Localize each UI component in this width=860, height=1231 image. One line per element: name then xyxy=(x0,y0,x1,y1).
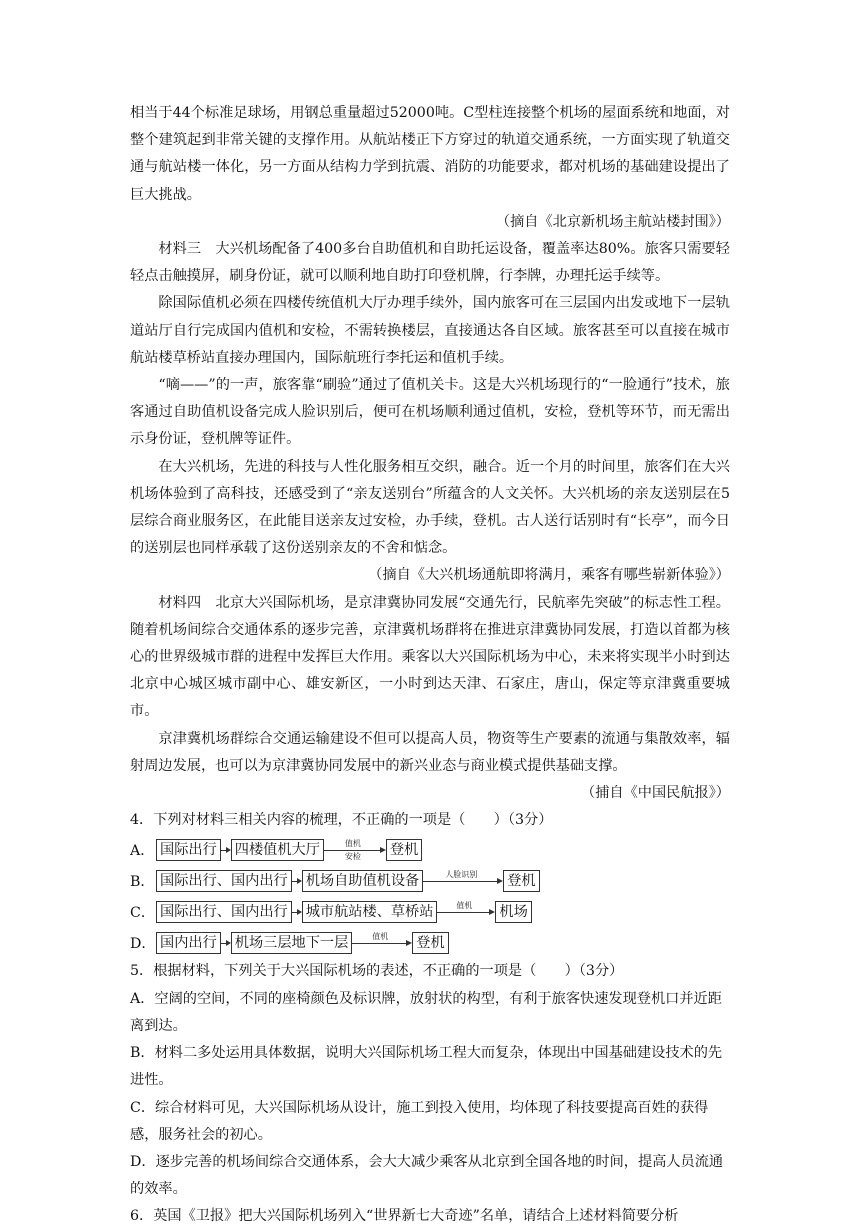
flow-box-end: 登机 xyxy=(412,932,448,954)
q5-option-a: A．空阔的空间，不同的座椅颜色及标识牌，放射状的构型，有利于旅客快速发现登机口并近距离到达。 xyxy=(130,990,722,1034)
option-label: D． xyxy=(130,935,156,952)
flow-box-middle: 城市航站楼、草桥站 xyxy=(302,901,438,923)
option-label: C． xyxy=(130,904,156,921)
material3-p4: 在大兴机场，先进的科技与人性化服务相互交织，融合。近一个月的时间里，旅客们在大兴机场体验到了高科技，还感受到了“亲友送别台”所蕴含的人文关怀。大兴机场的亲友送别层在5层综合商业服务区，在此能目送亲友过安检，办手续，登机。古人送行话别时有“长亭”，而今日的送别层也同样承载了这份送别亲友的不舍和惦念。 xyxy=(130,458,730,557)
material3-p3: “嘀——”的一声，旅客靠“刷验”通过了值机关卡。这是大兴机场现行的“一脸通行”技术，旅客通过自助值机设备完成人脸识别后，便可在机场顺利通过值机，安检，登机等环节，而无需出示身份证，登机牌等证件。 xyxy=(130,377,730,448)
q4-option-c xyxy=(130,896,730,927)
material3-p1: 材料三 大兴机场配备了400多台自助值机和自助托运设备，覆盖率达80%。旅客只需要轻轻点击触摸屏，刷身份证，就可以顺利地自助打印登机牌，行李牌，办理托运手续等。 xyxy=(130,241,730,285)
arrow-icon xyxy=(221,933,231,953)
labeled-arrow-icon xyxy=(352,932,412,954)
labeled-arrow-icon xyxy=(324,839,386,861)
arrow-icon xyxy=(292,871,302,891)
exam-page xyxy=(130,100,730,1231)
material4-p2: 京津冀机场群综合交通运输建设不但可以提高人员，物资等生产要素的流通与集散效率，辐射周边发展，也可以为京津冀协同发展中的新兴业态与商业模式提供基础支撑。 xyxy=(130,730,730,774)
flow-box-end: 登机 xyxy=(386,839,422,861)
q5-option-b: B．材料二多处运用具体数据，说明大兴国际机场工程大而复杂，体现出中国基础建设技术的先进性。 xyxy=(130,1045,723,1089)
flow-box-end: 登机 xyxy=(503,870,539,892)
arrow-label-top: 值机 xyxy=(456,900,473,910)
flow-box-start: 国际出行、国内出行 xyxy=(156,870,292,892)
labeled-arrow-icon xyxy=(423,870,503,892)
q5-option-d: D．逐步完善的机场间综合交通体系，会大大减少乘客从北京到全国各地的时间，提高人员流通的效率。 xyxy=(130,1153,724,1198)
arrow-icon xyxy=(292,902,302,922)
arrow-label-top: 值机 xyxy=(372,931,389,941)
flow-box-end: 机场 xyxy=(495,901,531,923)
material2-source: （摘自《北京新机场主航站楼封围》） xyxy=(495,213,730,230)
material3-p2: 除国际值机必须在四楼传统值机大厅办理手续外，国内旅客可在三层国内出发或地下一层轨道站厅自行完成国内值机和安检，不需转换楼层，直接通达各自区域。旅客甚至可以直接在城市航站楼草桥站直接办理国内，国际航班行李托运和值机手续。 xyxy=(130,295,730,366)
flow-box-start: 国际出行 xyxy=(156,839,221,861)
option-label: A． xyxy=(130,842,155,859)
flow-box-middle: 机场自助值机设备 xyxy=(302,870,424,892)
flow-box-start: 国内出行 xyxy=(156,932,221,954)
material4-p1: 材料四 北京大兴国际机场，是京津冀协同发展“交通先行，民航率先突破”的标志性工程。随着机场间综合交通体系的逐步完善，京津冀机场群将在推进京津冀协同发展，打造以首都为核心的世界级城市群的进程中发挥巨大作用。乘客以大兴国际机场为中心，未来将实现半小时到达北京中心城区城市副中心、雄安新区，一小时到达天津、石家庄，唐山，保定等京津冀重要城市。 xyxy=(130,594,730,720)
arrow-label-top: 人脸识别 xyxy=(445,869,478,879)
question-5-stem: 5．根据材料，下列关于大兴国际机场的表述，不正确的一项是（ ）（3分） xyxy=(130,963,624,980)
question-6-stem: 6．英国《卫报》把大兴国际机场列入“世界新七大奇迹”名单，请结合上述材料简要分析 xyxy=(130,1208,679,1225)
arrow-label-bottom: 安检 xyxy=(344,851,361,861)
arrow-label-top: 值机 xyxy=(344,838,361,848)
material3-source: （摘自《大兴机场通航即将满月，乘客有哪些崭新体验》） xyxy=(368,567,730,584)
material4-source: （捕自《中国民航报》） xyxy=(581,785,730,802)
q4-option-d xyxy=(130,927,730,958)
flow-box-middle: 机场三层地下一层 xyxy=(231,932,353,954)
q5-option-c: C．综合材料可见，大兴国际机场从设计，施工到投入使用，均体现了科技要提高百姓的获得感，服务社会的初心。 xyxy=(130,1099,709,1143)
q4-option-b xyxy=(130,865,730,896)
labeled-arrow-icon xyxy=(437,901,495,923)
flow-box-middle: 四楼值机大厅 xyxy=(231,839,324,861)
material2-tail: 相当于44个标准足球场，用钢总重量超过52000吨。C型柱连接整个机场的屋面系统和地面，对整个建筑起到非常关键的支撑作用。从航站楼正下方穿过的轨道交通系统，一方面实现了轨道交通与航站楼一体化，另一方面从结构力学到抗震、消防的功能要求，都对机场的基础建设提出了巨大挑战。 xyxy=(130,105,730,203)
arrow-icon xyxy=(221,840,231,860)
question-4-stem: 4．下列对材料三相关内容的梳理，不正确的一项是（ ）（3分） xyxy=(130,812,553,829)
q4-option-a xyxy=(130,834,730,865)
flow-box-start: 国际出行、国内出行 xyxy=(156,901,292,923)
option-label: B． xyxy=(130,873,155,890)
